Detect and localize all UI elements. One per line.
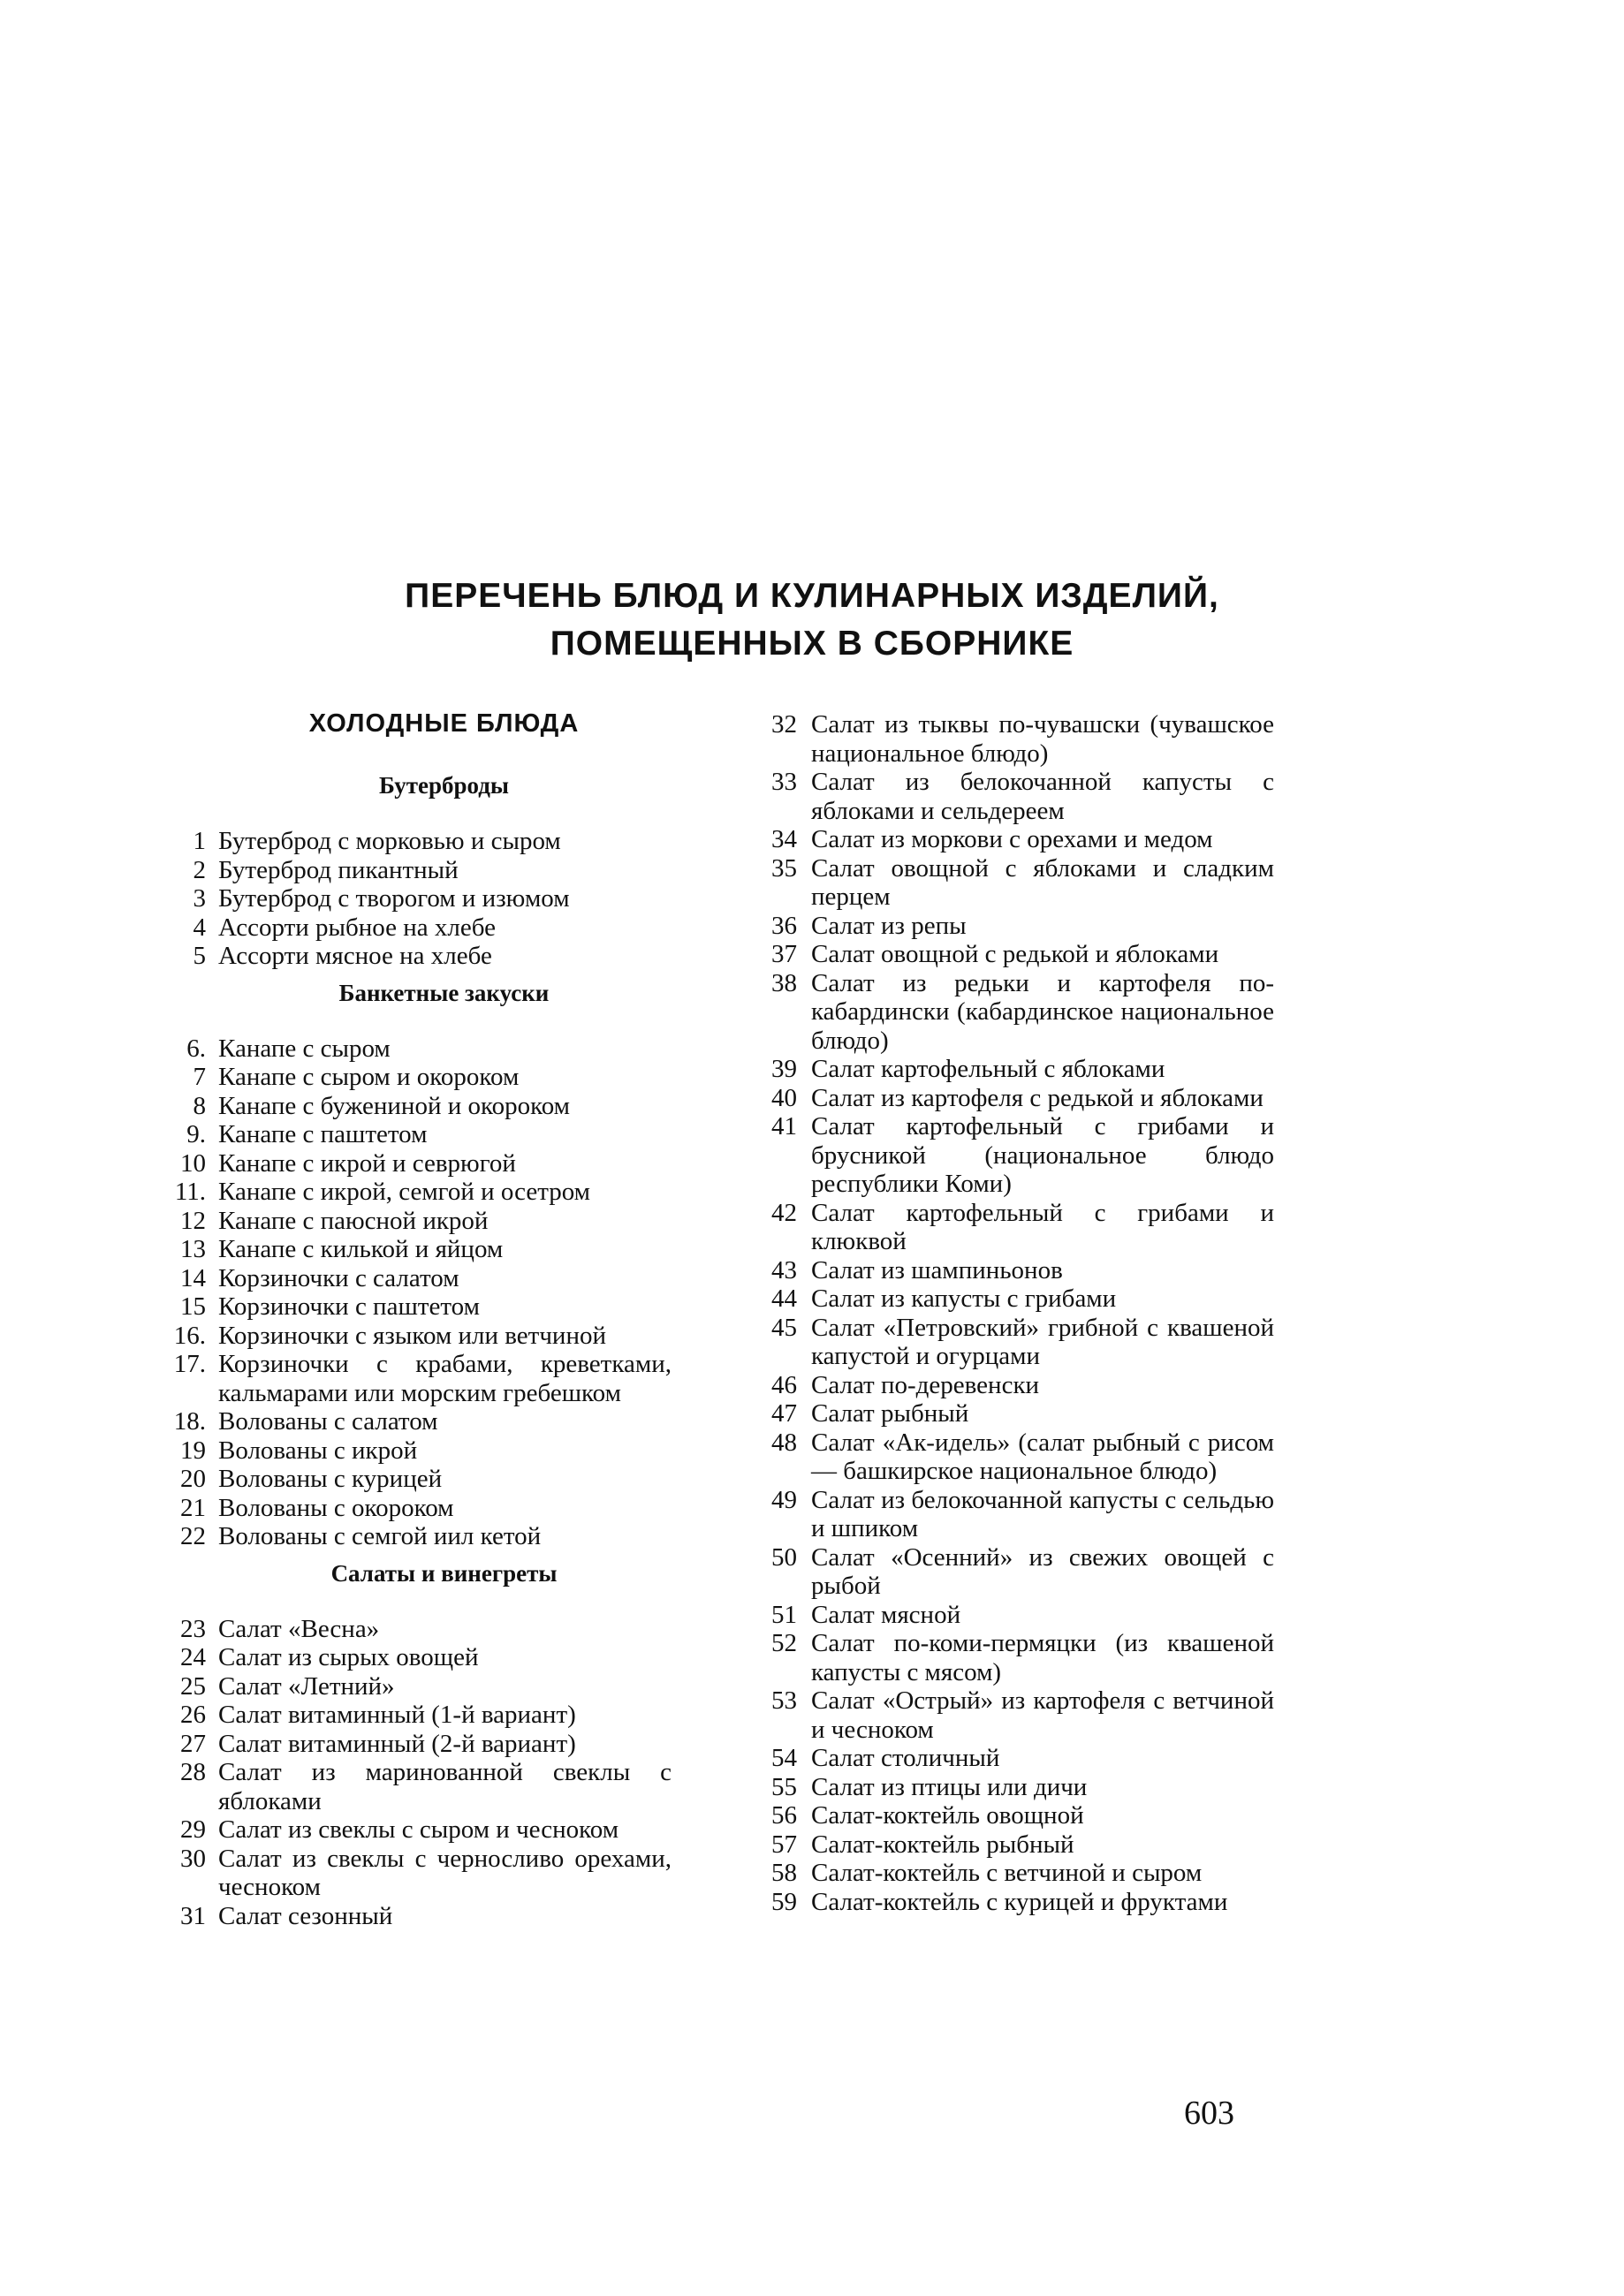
item-number: 49 (771, 1485, 797, 1514)
list-item (762, 1888, 1274, 1917)
item-text: Канапе с икрой, семгой и осетром (218, 1178, 591, 1206)
item-text: Канапе с бужениной и окороком (218, 1091, 571, 1120)
item-text: Салат по-коми-пермяцки (из квашеной капусты с мясом) (811, 1629, 1274, 1686)
subheading-salads: Салаты и винегреты (330, 1559, 558, 1587)
list-item (762, 1084, 1274, 1113)
list-item (762, 1486, 1274, 1543)
item-number: 43 (771, 1255, 797, 1284)
item-text: Салат из сырых овощей (218, 1643, 479, 1671)
item-number: 32 (771, 710, 797, 739)
item-text: Салат из капусты с грибами (811, 1284, 1117, 1313)
item-text: Канапе с паштетом (218, 1120, 428, 1148)
list-item (163, 1615, 672, 1644)
list-item (163, 1178, 672, 1207)
list-item (163, 1730, 672, 1759)
item-number: 50 (771, 1542, 797, 1572)
list-item (762, 1428, 1274, 1486)
item-text: Салат витаминный (2-й вариант) (218, 1729, 576, 1758)
item-text: Салат из картофеля с редькой и яблоками (811, 1083, 1264, 1112)
item-number: 21 (180, 1493, 206, 1522)
item-number: 34 (771, 825, 797, 853)
list-item (163, 1758, 672, 1815)
item-number: 55 (771, 1772, 797, 1801)
item-number: 52 (771, 1629, 797, 1657)
list-item (163, 1494, 672, 1523)
item-number: 48 (771, 1428, 797, 1457)
item-number: 57 (771, 1830, 797, 1859)
list-item (163, 942, 672, 971)
list-item (762, 768, 1274, 825)
item-text: Салат-коктейль с курицей и фруктами (811, 1887, 1228, 1916)
item-text: Салат из шампиньонов (811, 1255, 1063, 1284)
list-item (762, 1314, 1274, 1371)
list-item (762, 912, 1274, 941)
list-banquet-snacks (163, 1034, 672, 1551)
list-item (762, 1256, 1274, 1285)
section-heading: ХОЛОДНЫЕ БЛЮДА (308, 709, 580, 738)
item-text: Волованы с курицей (218, 1465, 443, 1493)
list-item (163, 1120, 672, 1149)
list-item (163, 1701, 672, 1730)
item-text: Салат «Весна» (218, 1614, 380, 1643)
item-number: 44 (771, 1284, 797, 1313)
item-text: Бутерброд с морковью и сыром (218, 827, 561, 855)
item-text: Салат сезонный (218, 1901, 393, 1930)
list-item (163, 1407, 672, 1436)
list-item (163, 1672, 672, 1701)
item-number: 11. (174, 1178, 206, 1206)
list-item (762, 710, 1274, 768)
item-number: 39 (771, 1055, 797, 1083)
item-text: Салат столичный (811, 1744, 1000, 1772)
item-text: Салат из птицы или дичи (811, 1772, 1088, 1801)
item-number: 47 (771, 1399, 797, 1428)
list-item (762, 1055, 1274, 1084)
item-text: Салат «Осенний» из свежих овощей с рыбой (811, 1542, 1274, 1600)
item-number: 36 (771, 911, 797, 940)
page-number: 603 (1184, 2095, 1234, 2132)
list-item (762, 1371, 1274, 1400)
list-item (163, 913, 672, 943)
item-number: 37 (771, 940, 797, 968)
item-text: Салат по-деревенски (811, 1370, 1040, 1399)
item-number: 59 (771, 1887, 797, 1916)
item-number: 31 (180, 1901, 206, 1930)
item-text: Волованы с икрой (218, 1436, 418, 1465)
item-text: Салат «Петровский» грибной с квашеной капустой и огурцами (811, 1313, 1274, 1370)
item-text: Салат из маринованной свеклы с яблоками (218, 1758, 672, 1815)
list-item (163, 1149, 672, 1178)
left-column (163, 710, 672, 1930)
item-number: 35 (771, 853, 797, 883)
item-number: 15 (180, 1292, 206, 1321)
item-text: Волованы с окороком (218, 1493, 454, 1522)
item-number: 5 (193, 942, 206, 970)
item-text: Канапе с икрой и севрюгой (218, 1148, 516, 1178)
item-text: Салат из белокочанной капусты с яблоками и сельдереем (811, 768, 1274, 825)
item-text: Салат из свеклы с сыром и чесноком (218, 1815, 619, 1844)
item-number: 27 (180, 1729, 206, 1758)
item-text: Ассорти рыбное на хлебе (218, 913, 496, 942)
item-number: 6. (186, 1034, 206, 1063)
item-number: 2 (193, 855, 206, 884)
item-text: Канапе с сыром (218, 1034, 391, 1063)
item-text: Салат овощной с яблоками и сладким перцем (811, 853, 1274, 911)
item-number: 29 (180, 1815, 206, 1844)
list-item (163, 1465, 672, 1494)
item-number: 26 (180, 1701, 206, 1729)
list-item (762, 1629, 1274, 1686)
item-number: 1 (193, 827, 206, 855)
list-item (163, 1292, 672, 1322)
item-text: Салат картофельный с яблоками (811, 1055, 1165, 1083)
item-number: 54 (771, 1744, 797, 1772)
list-item (163, 1815, 672, 1845)
item-number: 46 (771, 1370, 797, 1399)
item-text: Корзиночки с салатом (218, 1263, 459, 1292)
item-number: 45 (771, 1313, 797, 1342)
item-text: Салат картофельный с грибами и клюквой (811, 1198, 1274, 1255)
list-item (762, 1744, 1274, 1773)
list-item (762, 1199, 1274, 1256)
item-number: 14 (180, 1263, 206, 1292)
item-number: 56 (771, 1801, 797, 1830)
list-item (762, 1601, 1274, 1630)
item-number: 9. (186, 1120, 206, 1148)
list-item (762, 1801, 1274, 1830)
item-text: Салат мясной (811, 1600, 961, 1629)
item-text: Салат «Острый» из картофеля с ветчиной и чесноком (811, 1686, 1274, 1744)
item-number: 38 (771, 968, 797, 997)
list-item (163, 1207, 672, 1236)
item-number: 3 (193, 884, 206, 913)
list-item (163, 1092, 672, 1121)
item-number: 58 (771, 1859, 797, 1887)
item-text: Салат из свеклы с черносливо орехами, чесноком (218, 1844, 672, 1901)
list-item (163, 1350, 672, 1407)
item-number: 24 (180, 1643, 206, 1671)
item-number: 18. (173, 1407, 206, 1436)
item-text: Канапе с килькой и яйцом (218, 1235, 504, 1263)
item-number: 51 (771, 1600, 797, 1629)
item-text: Салат из репы (811, 911, 967, 940)
item-text: Бутерброд с творогом и изюмом (218, 884, 570, 913)
item-text: Волованы с семгой иил кетой (218, 1522, 542, 1550)
item-text: Ассорти мясное на хлебе (218, 942, 492, 970)
subheading-sandwiches: Бутерброды (379, 772, 509, 799)
item-text: Салат «Ак-идель» (салат рыбный с рисом — башкирское национальное блюдо) (811, 1428, 1274, 1485)
list-item (163, 1522, 672, 1551)
list-item (762, 854, 1274, 912)
item-number: 30 (180, 1844, 206, 1873)
item-text: Корзиночки с крабами, креветками, кальмарами или морским гребешком (218, 1350, 672, 1407)
item-text: Салат-коктейль с ветчиной и сыром (811, 1859, 1203, 1887)
item-text: Салат-коктейль овощной (811, 1801, 1084, 1830)
list-item (163, 1322, 672, 1351)
page-title-line-1: ПЕРЕЧЕНЬ БЛЮД И КУЛИНАРНЫХ ИЗДЕЛИЙ, (405, 577, 1219, 615)
item-number: 33 (771, 768, 797, 796)
list-item (762, 1112, 1274, 1199)
item-text: Салат витаминный (1-й вариант) (218, 1701, 576, 1729)
page-title-line-2: ПОМЕЩЕННЫХ В СБОРНИКЕ (550, 625, 1074, 663)
item-number: 19 (180, 1436, 206, 1465)
right-column (762, 710, 1274, 1916)
item-text: Канапе с паюсной икрой (218, 1206, 489, 1235)
page-title (0, 572, 1624, 668)
item-number: 28 (180, 1758, 206, 1786)
list-item (762, 1686, 1274, 1744)
list-item (762, 969, 1274, 1056)
list-item (762, 940, 1274, 969)
list-item (762, 1859, 1274, 1888)
list-item (762, 1773, 1274, 1802)
list-item (762, 825, 1274, 854)
item-text: Салат-коктейль рыбный (811, 1830, 1074, 1859)
list-item (163, 856, 672, 885)
item-number: 42 (771, 1198, 797, 1227)
item-text: Бутерброд пикантный (218, 855, 459, 884)
list-item (163, 1643, 672, 1672)
item-number: 41 (771, 1112, 797, 1140)
list-item (762, 1399, 1274, 1428)
list-item (163, 1436, 672, 1466)
item-text: Салат рыбный (811, 1399, 969, 1428)
item-number: 8 (193, 1091, 206, 1120)
item-text: Салат из белокочанной капусты с сельдью и шпиком (811, 1485, 1274, 1542)
item-number: 17. (173, 1350, 206, 1378)
list-item (163, 884, 672, 913)
item-number: 25 (180, 1671, 206, 1701)
item-number: 13 (180, 1235, 206, 1263)
item-number: 22 (180, 1522, 206, 1550)
list-item (163, 1034, 672, 1064)
list-item (163, 827, 672, 856)
item-number: 4 (193, 913, 206, 942)
list-sandwiches (163, 827, 672, 971)
item-text: Салат картофельный с грибами и брусникой (национальное блюдо республики Коми) (811, 1112, 1274, 1198)
item-number: 10 (180, 1148, 206, 1178)
item-text: Салат из моркови с орехами и медом (811, 825, 1213, 853)
list-item (762, 1543, 1274, 1601)
item-text: Салат овощной с редькой и яблоками (811, 940, 1219, 968)
item-number: 53 (771, 1686, 797, 1715)
item-number: 12 (180, 1206, 206, 1235)
item-number: 23 (180, 1614, 206, 1643)
item-number: 20 (180, 1465, 206, 1493)
list-item (163, 1063, 672, 1092)
item-text: Салат из редьки и картофеля по-кабардински (кабардинское национальное блюдо) (811, 968, 1274, 1055)
item-text: Салат «Летний» (218, 1671, 395, 1701)
subheading-banquet-snacks: Банкетные закуски (338, 979, 550, 1006)
item-text: Корзиночки с паштетом (218, 1292, 480, 1321)
item-number: 40 (771, 1083, 797, 1112)
item-text: Канапе с сыром и окороком (218, 1063, 520, 1091)
list-salads (163, 1615, 672, 1931)
item-number: 16. (173, 1321, 206, 1350)
list-item (762, 1284, 1274, 1314)
list-item (163, 1845, 672, 1902)
item-text: Волованы с салатом (218, 1407, 438, 1436)
list-item (163, 1902, 672, 1931)
list-item (762, 1830, 1274, 1860)
item-text: Салат из тыквы по-чувашски (чувашское национальное блюдо) (811, 710, 1274, 768)
list-item (163, 1264, 672, 1293)
item-number: 7 (193, 1063, 206, 1091)
list-item (163, 1235, 672, 1264)
item-text: Корзиночки с языком или ветчиной (218, 1321, 606, 1350)
